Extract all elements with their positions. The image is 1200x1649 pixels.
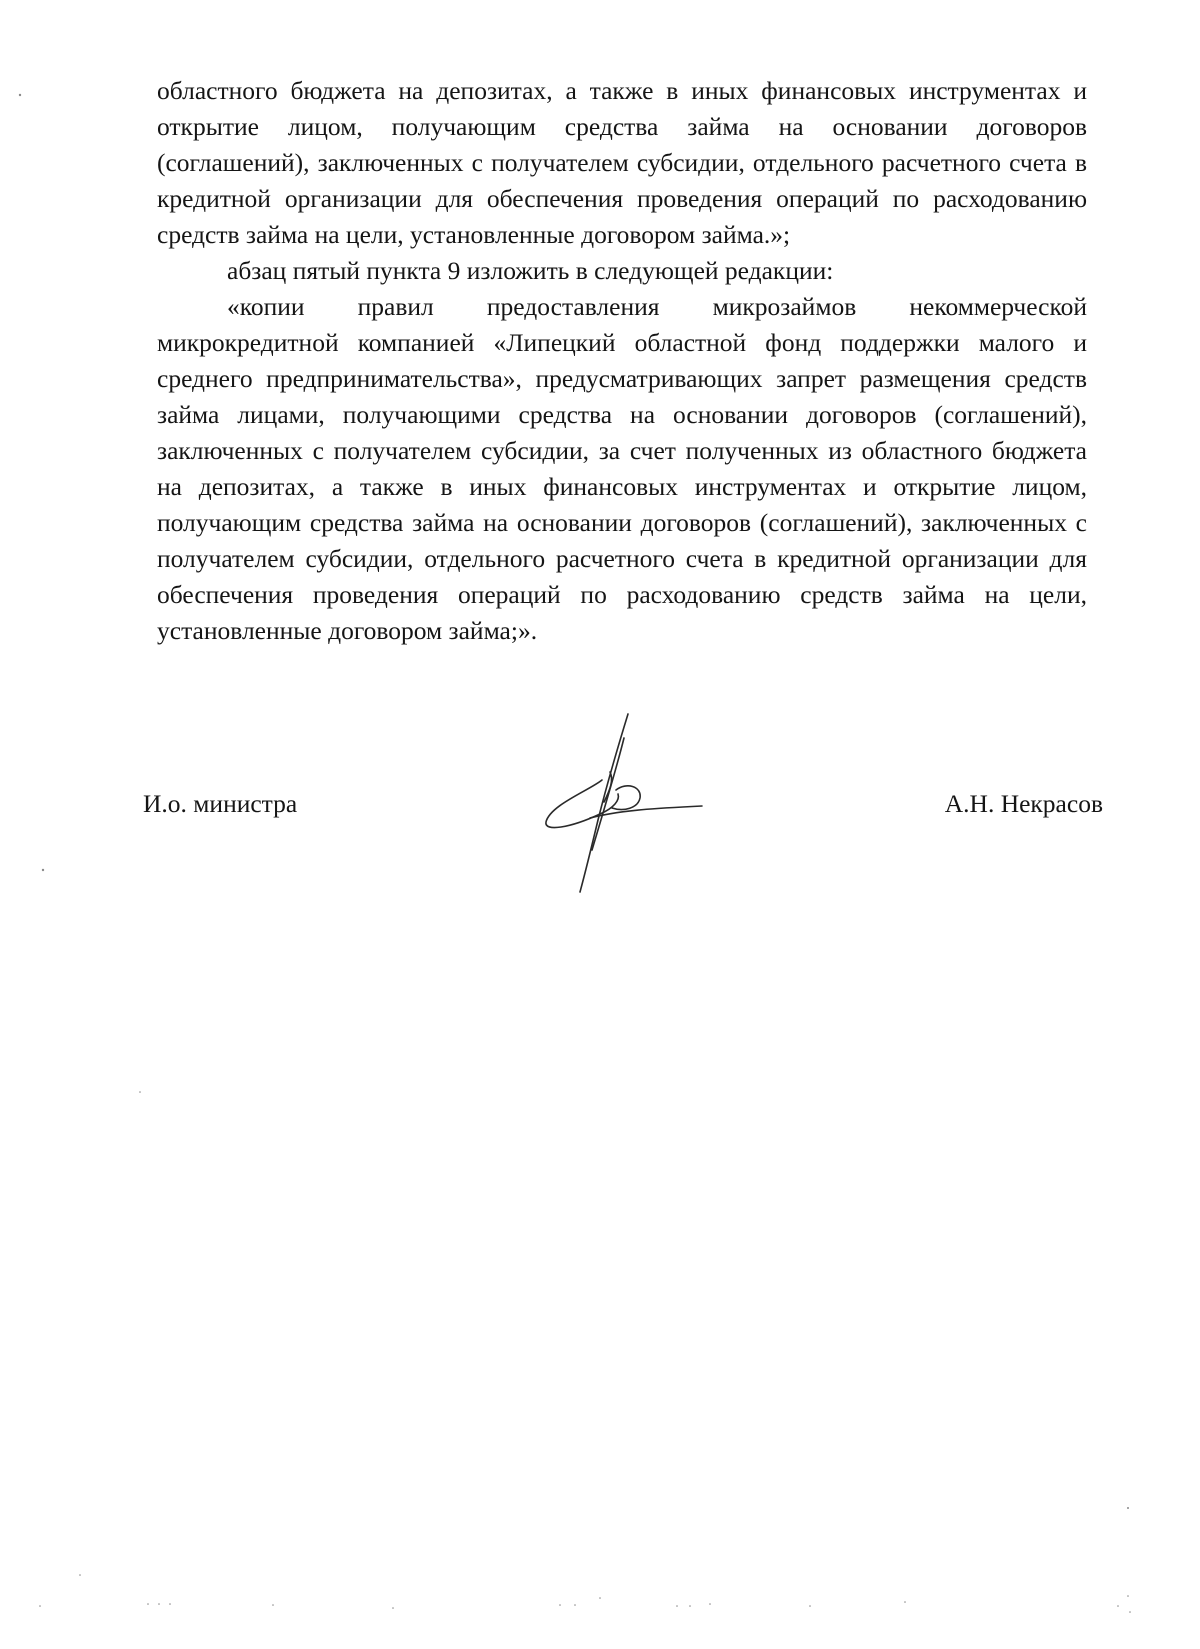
paragraph-continuation: областного бюджета на депозитах, а также в иных финансовых инструментах и открытие лицом, получающим средства займа на основании договоров (соглашений), заключенных с получателем субсидии, отдельного расчетного счета в кредитной организации для обеспечения проведения операций по расходованию средств займа на цели, установленные договором займа.»; (157, 76, 1087, 249)
paragraph-amendment-intro: абзац пятый пункта 9 изложить в следующей редакции: (227, 256, 834, 285)
signatory-name: А.Н. Некрасов (944, 789, 1103, 818)
handwritten-signature-icon (530, 710, 730, 910)
signatory-title: И.о. министра (143, 789, 298, 818)
paragraph-amendment-text: «копии правил предоставления микрозаймов некоммерческой микрокредитной компанией «Липецкий областной фонд поддержки малого и среднего предпринимательства», предусматривающих запрет размещения средств займа лицами, получающими средства на основании договоров (соглашений), заключенных с получателем субсидии, за счет полученных из областного бюджета на депозитах, а также в иных финансовых инструментах и открытие лицом, получающим средства займа на основании договоров (соглашений), заключенных с получателем субсидии, отдельного расчетного счета в кредитной организации для обеспечения проведения операций по расходованию средств займа на цели, установленные договором займа;». (157, 292, 1087, 645)
document-body (157, 73, 1087, 649)
